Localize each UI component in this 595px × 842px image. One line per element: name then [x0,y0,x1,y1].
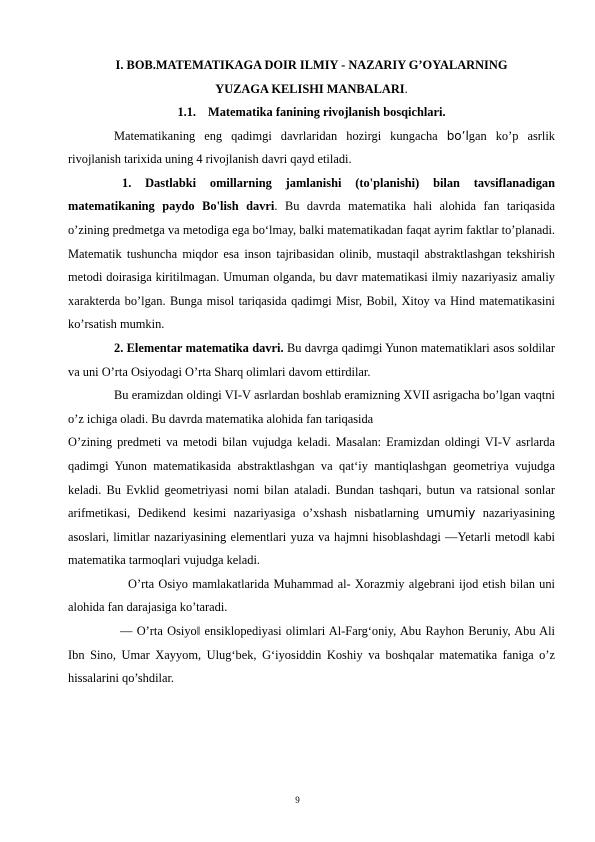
paragraph-xorazmiy: O’rta Osiyo mamlakatlarida Muhammad al- Xorazmiy algebrani ijod etish bilan uni alohida fan darajasiga ko’taradi. [68,576,555,615]
chapter-heading-line1: I. BOB.MATEMATIKAGA DOIR ILMIY - NAZARIY G’OYALARNING [115,58,508,72]
paragraph-greek-text-a: O’zining predmeti va metodi bilan vujudga keladi. Masalan: Eramizdan oldingi VI-V asrlarda qadimgi Yunon matematikasida abstraktlashgan va qat‘iy mantiqlashgan geometriya vujudga keladi. Bu Evklid geometriyasi nomi bilan ataladi. Bundan tashqari, butun va ratsional sonlar arifmetikasi, Dedikend kesimi nazariyasiga o’xshash nisbatlarning [68,435,555,521]
paragraph-period-1 [68,172,555,337]
paragraph-intro [68,125,555,172]
section-title: Matematika fanining rivojlanish bosqichlari. [208,105,446,119]
page-number: 9 [295,795,300,805]
section-heading [68,101,555,125]
period-2-text: Bu davrga qadimgi Yunon matematiklari asos soldilar va uni O’rta Osiyodagi O’rta Sharq olimlari davom ettirdilar. [68,340,555,379]
chapter-heading-line2-text: YUZAGA KELISHI MANBALARI [215,82,405,96]
period-1-heading: 1. Dastlabki omillarning jamlanishi (to'planishi) bilan tavsiflanadigan matematikaning paydo Bo'lish davri [68,175,555,214]
period-2-heading: 2. Elementar matematika davri. [114,340,284,355]
paragraph-era [68,384,555,431]
paragraph-scholars: ― O’rta Osiyo‖ ensiklopediyasi olimlari Al-Farg‘oniy, Abu Rayhon Beruniy, Abu Ali Ibn Sino, Umar Xayyom, Ulug‘bek, G‘iyosiddin Koshiy va boshqalar matematika faniga o’z hissalarini qo’shdilar. [68,624,555,686]
paragraph-greek [68,431,555,573]
paragraph-era-text: Bu eramizdan oldingi VI-V asrlardan boshlab eramizning XVII asrigacha bo’lgan vaqtni o’z ichiga oladi. Bu davrda matematika alohida fan tariqasida [68,388,555,426]
paragraph-period-2 [68,337,555,384]
paragraph-intro-wide: bo’l [446,128,469,143]
chapter-heading-line2 [68,77,555,101]
paragraph-greek-wide: umumiy [426,506,476,521]
paragraph-intro-text-b: gan ko’p asrlik rivojlanish tarixida uning 4 rivojlanish davri qayd etiladi. [68,128,555,167]
period-1-text: . Bu davrda matematika hali alohida fan tariqasida o’zining predmetga va metodiga ega bo‘lmay, balki matematikadan faqat ayrim faktlar to’planadi. Matematik tushuncha miqdor esa inson tajribasidan olinib, mustaqil abstraktlashgan tekshirish metodi doirasiga kiritilmagan. Umuman olganda, bu davr matematikasi ilmiy nazariyasiz amaliy xarakterda bo’lgan. Bunga misol tariqasida qadimgi Misr, Bobil, Xitoy va Hind matematikasini ko’rsatish mumkin. [68,199,555,332]
chapter-heading-line2-end: . [404,82,408,96]
paragraph-greek-text-b: nazariyasining asoslari, limitlar nazariyasining elementlari yuza va hajmni hisoblashdagi ―Yetarli metod‖ kabi matematika tarmoqlari vujudga keladi. [68,506,555,568]
document-page [68,53,555,691]
section-number: 1.1. [177,105,197,119]
paragraph-intro-text-a: Matematikaning eng qadimgi davrlaridan hozirgi kungacha [114,128,447,143]
chapter-heading [68,53,555,101]
